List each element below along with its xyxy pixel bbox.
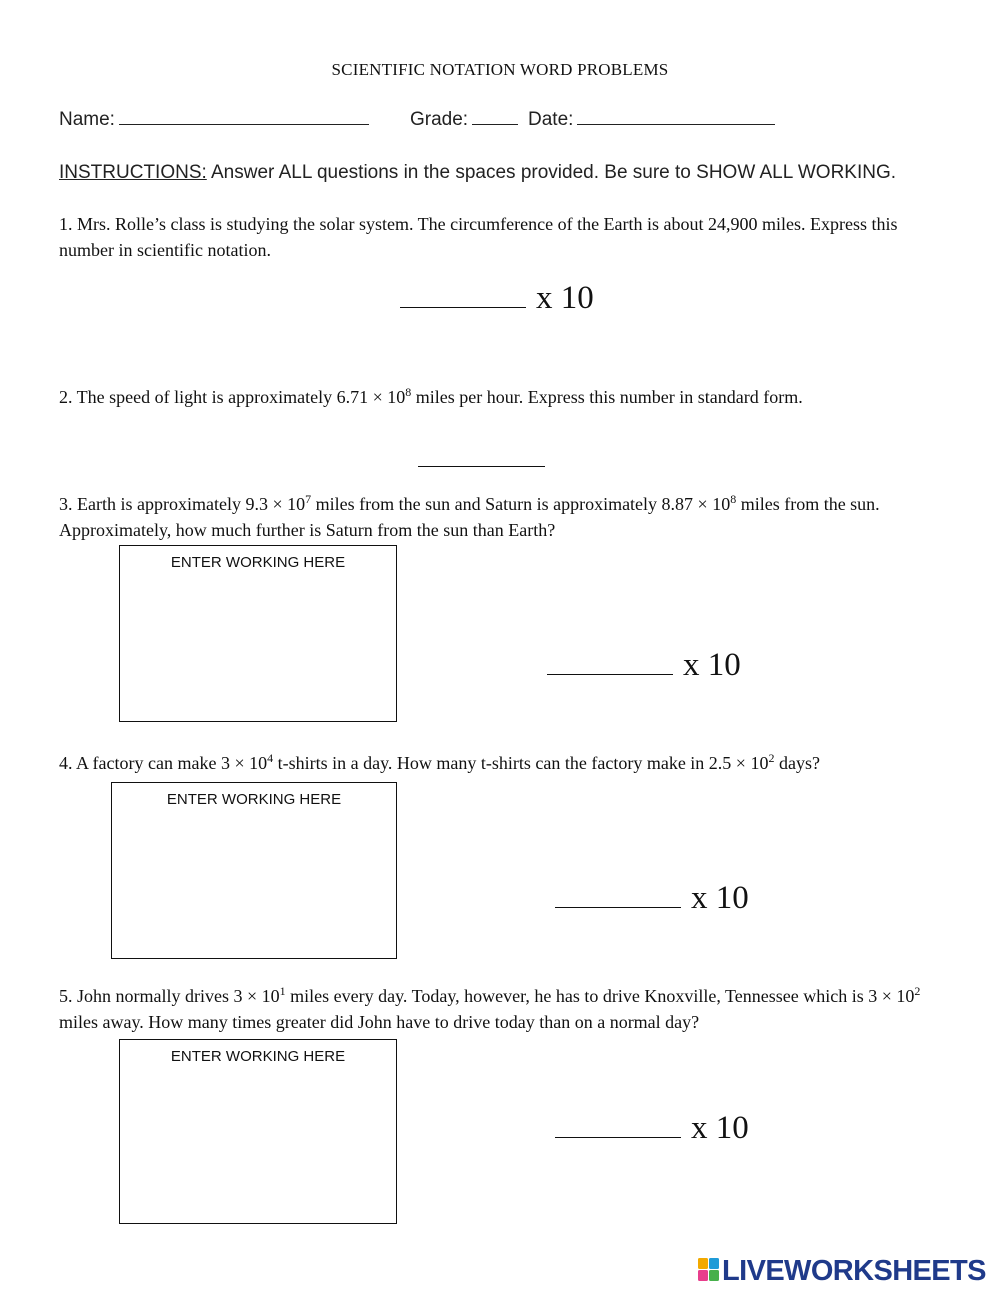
question-3-text-mid: miles from the sun and Saturn is approximately 8.87 × 10 bbox=[311, 494, 731, 514]
question-3 bbox=[59, 491, 944, 543]
question-4 bbox=[59, 750, 944, 776]
logo-text: LIVEWORKSHEETS bbox=[722, 1255, 986, 1287]
answer-1-blank[interactable] bbox=[400, 283, 526, 308]
answer-2-blank[interactable] bbox=[418, 466, 545, 467]
question-1: 1. Mrs. Rolle’s class is studying the solar system. The circumference of the Earth is about 24,900 miles. Express this number in scientific notation. bbox=[59, 214, 898, 260]
name-input-line[interactable] bbox=[119, 106, 369, 125]
answer-3 bbox=[547, 647, 741, 684]
question-5 bbox=[59, 983, 944, 1035]
answer-4-blank[interactable] bbox=[555, 883, 681, 908]
answer-3-blank[interactable] bbox=[547, 650, 673, 675]
question-5-text-end: miles away. How many times greater did John have to drive today than on a normal day? bbox=[59, 1012, 700, 1032]
answer-5-blank[interactable] bbox=[555, 1113, 681, 1138]
answer-1-suffix: x 10 bbox=[536, 280, 594, 316]
grade-label: Grade: bbox=[410, 109, 469, 130]
question-3-exponent-1: 7 bbox=[305, 492, 312, 506]
worksheet-title: SCIENTIFIC NOTATION WORD PROBLEMS bbox=[331, 60, 669, 79]
date-field bbox=[528, 106, 775, 131]
logo-cube-1 bbox=[698, 1258, 708, 1269]
name-label: Name: bbox=[59, 109, 115, 130]
name-field bbox=[59, 106, 369, 131]
grade-input-line[interactable] bbox=[472, 106, 518, 125]
question-2-exponent: 8 bbox=[405, 385, 412, 399]
logo-cubes-icon bbox=[698, 1258, 720, 1282]
answer-4 bbox=[555, 880, 749, 917]
question-5-text-mid: miles every day. Today, however, he has to drive Knoxville, Tennessee which is 3 × 10 bbox=[285, 986, 915, 1006]
answer-5-suffix: x 10 bbox=[691, 1110, 749, 1146]
answer-3-suffix: x 10 bbox=[683, 647, 741, 683]
question-2 bbox=[59, 384, 944, 410]
question-4-text-mid: t-shirts in a day. How many t-shirts can the factory make in 2.5 × 10 bbox=[273, 753, 769, 773]
working-box-3-label: ENTER WORKING HERE bbox=[170, 554, 346, 571]
date-input-line[interactable] bbox=[577, 106, 775, 125]
question-4-exponent-1: 4 bbox=[267, 751, 274, 765]
question-2-text-end: miles per hour. Express this number in standard form. bbox=[411, 387, 803, 407]
question-4-exponent-2: 2 bbox=[768, 751, 775, 765]
working-box-4[interactable] bbox=[111, 782, 397, 959]
question-2-text: 2. The speed of light is approximately 6.71 × 10 bbox=[59, 387, 406, 407]
logo-cube-3 bbox=[698, 1270, 708, 1281]
question-3-text-end: miles from the sun. Approximately, how much further is Saturn from the sun than Earth? bbox=[59, 494, 880, 540]
question-4-text: 4. A factory can make 3 × 10 bbox=[59, 753, 268, 773]
question-5-text: 5. John normally drives 3 × 10 bbox=[59, 986, 280, 1006]
answer-1 bbox=[400, 280, 594, 317]
question-5-exponent-2: 2 bbox=[914, 984, 921, 998]
instructions bbox=[59, 162, 896, 184]
answer-5 bbox=[555, 1110, 749, 1147]
working-box-5[interactable] bbox=[119, 1039, 397, 1224]
question-3-exponent-2: 8 bbox=[730, 492, 737, 506]
working-box-4-label: ENTER WORKING HERE bbox=[166, 791, 342, 808]
liveworksheets-logo bbox=[698, 1255, 998, 1285]
answer-4-suffix: x 10 bbox=[691, 880, 749, 916]
question-3-text: 3. Earth is approximately 9.3 × 10 bbox=[59, 494, 306, 514]
question-5-exponent-1: 1 bbox=[279, 984, 286, 998]
instructions-label: INSTRUCTIONS: bbox=[59, 162, 207, 183]
logo-cube-4 bbox=[709, 1270, 719, 1281]
question-4-text-end: days? bbox=[774, 753, 820, 773]
date-label: Date: bbox=[528, 109, 574, 130]
grade-field bbox=[410, 106, 518, 131]
working-box-3[interactable] bbox=[119, 545, 397, 722]
instructions-text: Answer ALL questions in the spaces provided. Be sure to SHOW ALL WORKING. bbox=[206, 162, 897, 183]
logo-cube-2 bbox=[709, 1258, 719, 1269]
working-box-5-label: ENTER WORKING HERE bbox=[170, 1048, 346, 1065]
